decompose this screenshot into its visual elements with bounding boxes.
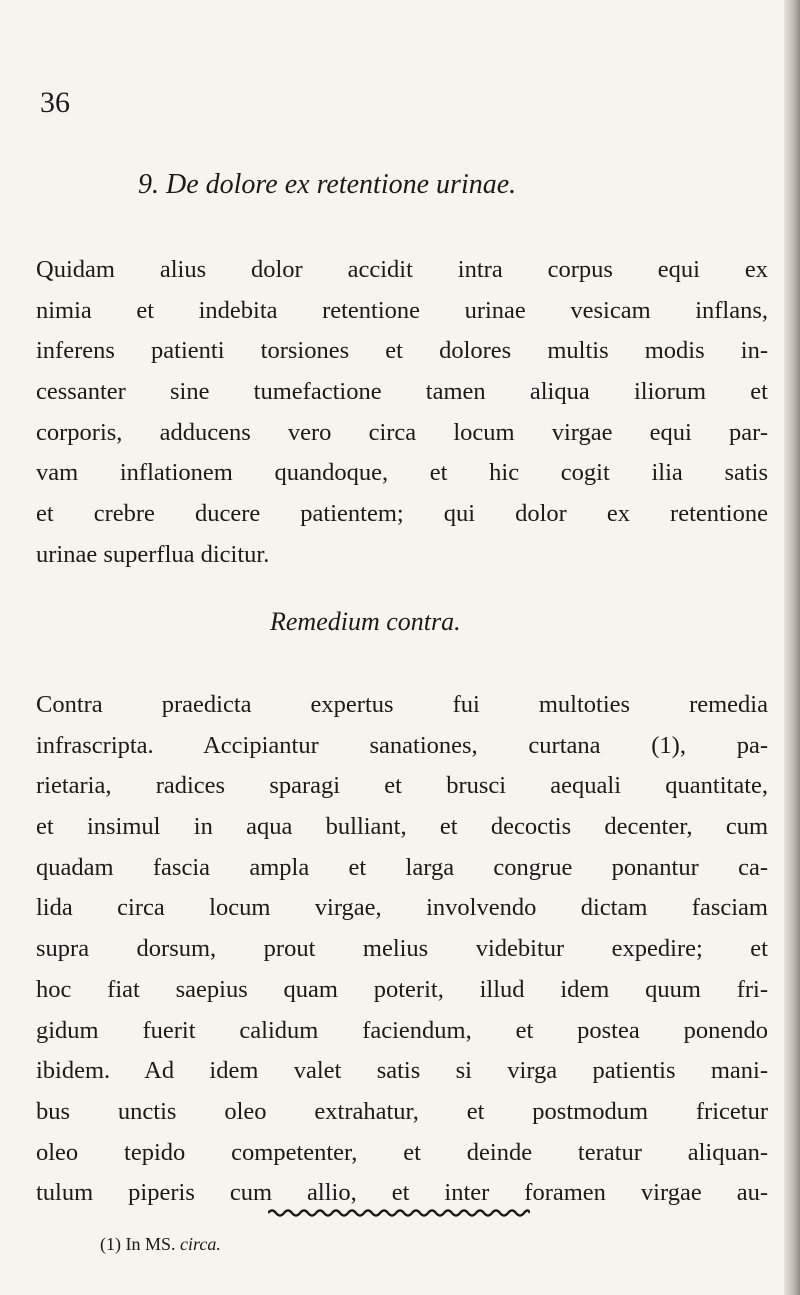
- footnote-text: (1) In MS.: [100, 1234, 176, 1254]
- paragraph-line: Quidam alius dolor accidit intra corpus equi ex: [36, 256, 768, 283]
- paragraph-line: ibidem. Ad idem valet satis si virga patientis mani-: [36, 1057, 768, 1085]
- paragraph-line: vam inflationem quandoque, et hic cogit ilia satis: [36, 459, 768, 487]
- section-heading: 9. De dolore ex retentione urinae.: [138, 169, 517, 200]
- remedy-heading: Remedium contra.: [270, 607, 461, 636]
- paragraph-line: oleo tepido competenter, et deinde teratur aliquan-: [36, 1138, 768, 1166]
- paragraph-line: nimia et indebita retentione urinae vesicam inflans,: [36, 296, 768, 324]
- paragraph-line: supra dorsum, prout melius videbitur expedire; et: [36, 935, 768, 963]
- remedy-paragraph: [36, 685, 768, 1215]
- footnote: [100, 1234, 221, 1255]
- page-edge: [784, 0, 800, 1295]
- paragraph-line: inferens patienti torsiones et dolores multis modis in-: [36, 337, 768, 365]
- paragraph-line: infrascripta. Accipiantur sanationes, curtana (1), pa-: [36, 731, 768, 759]
- wavy-divider-ornament: [268, 1206, 530, 1220]
- page-number: 36: [40, 86, 70, 119]
- footnote-reference: circa.: [180, 1234, 221, 1254]
- paragraph-line: bus unctis oleo extrahatur, et postmodum fricetur: [36, 1097, 768, 1125]
- paragraph-line: hoc fiat saepius quam poterit, illud idem quum fri-: [36, 975, 768, 1003]
- section-paragraph: [36, 250, 768, 576]
- paragraph-line: et crebre ducere patientem; qui dolor ex retentione: [36, 500, 768, 528]
- paragraph-line: tulum piperis cum allio, et inter foramen virgae au-: [36, 1179, 768, 1207]
- paragraph-line: quadam fascia ampla et larga congrue ponantur ca-: [36, 853, 768, 881]
- wavy-divider-line: [268, 1211, 530, 1216]
- paragraph-line: rietaria, radices sparagi et brusci aequali quantitate,: [36, 772, 768, 800]
- paragraph-line: Contra praedicta expertus fui multoties remedia: [36, 691, 768, 718]
- paragraph-line: corporis, adducens vero circa locum virgae equi par-: [36, 418, 768, 446]
- paragraph-line: cessanter sine tumefactione tamen aliqua iliorum et: [36, 378, 768, 406]
- paragraph-line: gidum fuerit calidum faciendum, et postea ponendo: [36, 1016, 768, 1044]
- paragraph-line: et insimul in aqua bulliant, et decoctis decenter, cum: [36, 813, 768, 841]
- paragraph-line: lida circa locum virgae, involvendo dictam fasciam: [36, 894, 768, 922]
- paragraph-line: urinae superflua dicitur.: [36, 540, 270, 568]
